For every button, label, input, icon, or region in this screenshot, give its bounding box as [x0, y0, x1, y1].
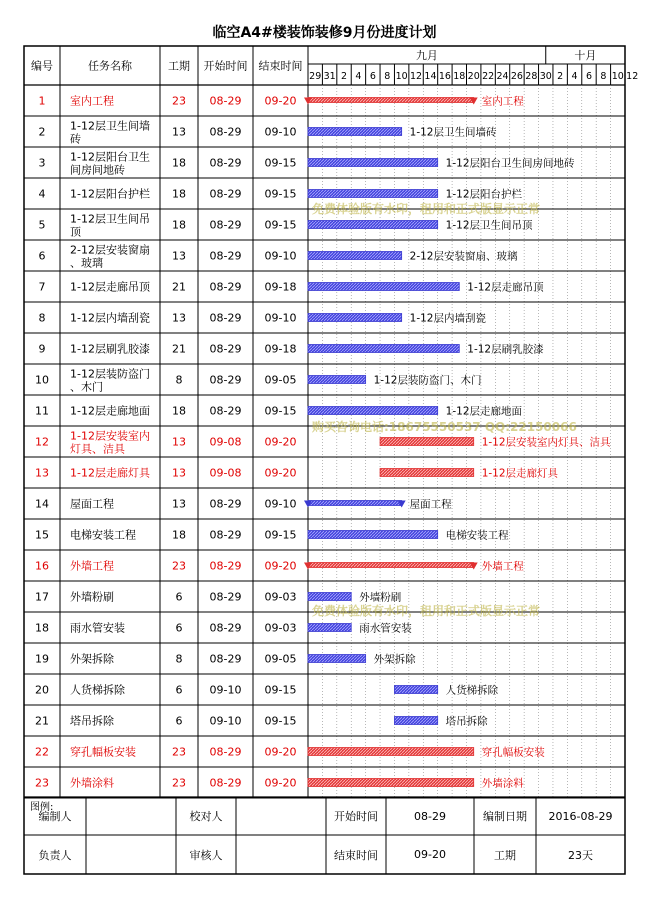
task-num: 9: [38, 342, 46, 356]
task-start: 08-29: [209, 745, 242, 759]
task-name: 塔吊拆除: [70, 714, 114, 728]
day-tick-label: 20: [467, 71, 480, 82]
gantt-bar-label: 1-12层装防盗门、木门: [373, 374, 482, 387]
task-end: 09-20: [264, 776, 297, 790]
gantt-bar-label: 人货梯拆除: [445, 684, 499, 697]
task-name: 穿孔幅板安装: [70, 745, 136, 759]
task-num: 6: [38, 249, 46, 263]
task-duration: 18: [172, 156, 186, 170]
gantt-bar: [380, 438, 474, 446]
task-name: 外墙工程: [70, 559, 114, 573]
gantt-bar: [394, 686, 437, 694]
day-tick-label: 2: [340, 71, 348, 82]
day-tick-label: 30: [539, 71, 552, 82]
task-end: 09-20: [264, 435, 297, 449]
task-name: 外墙粉刷: [70, 590, 114, 604]
gantt-bar: [308, 376, 366, 384]
task-start: 08-29: [209, 528, 242, 542]
task-name: 1-12层卫生间墙: [70, 119, 150, 133]
gantt-bar-label: 屋面工程: [409, 498, 452, 511]
header-duration: 工期: [168, 59, 190, 73]
day-tick-label: 8: [384, 71, 391, 82]
task-start: 08-29: [209, 311, 242, 325]
task-duration: 13: [172, 125, 186, 139]
task-name: 1-12层刷乳胶漆: [70, 342, 150, 356]
gantt-bar: [308, 501, 402, 506]
task-name: 1-12层装防盗门: [70, 367, 150, 381]
task-num: 7: [38, 280, 46, 294]
task-start: 08-29: [209, 187, 242, 201]
task-duration: 13: [172, 466, 186, 480]
gantt-bar: [380, 469, 474, 477]
task-start: 08-29: [209, 249, 242, 263]
gantt-bar-label: 雨水管安装: [359, 622, 412, 635]
start-time-label: 开始时间: [334, 810, 378, 823]
duration-value: 23天: [568, 848, 593, 862]
task-duration: 23: [172, 559, 186, 573]
task-duration: 18: [172, 404, 186, 418]
gantt-bar: [308, 531, 438, 539]
task-name: 室内工程: [70, 94, 114, 108]
task-num: 15: [35, 528, 49, 542]
gantt-bar-label: 1-12层阳台卫生间房间地砖: [445, 157, 575, 170]
task-start: 09-10: [209, 683, 242, 697]
task-num: 23: [35, 776, 49, 790]
task-duration: 6: [175, 590, 183, 604]
task-end: 09-20: [264, 559, 297, 573]
task-end: 09-15: [264, 528, 297, 542]
task-name: 顶: [70, 225, 81, 239]
checker-label: 校对人: [189, 810, 223, 823]
task-num: 19: [35, 652, 49, 666]
task-num: 14: [35, 497, 49, 511]
task-num: 21: [35, 714, 49, 728]
task-start: 09-08: [209, 435, 242, 449]
task-end: 09-10: [264, 497, 297, 511]
month-label-oct: 十月: [574, 49, 597, 62]
task-end: 09-03: [264, 590, 297, 604]
task-start: 08-29: [209, 621, 242, 635]
task-end: 09-18: [264, 280, 297, 294]
task-name: 雨水管安装: [70, 621, 125, 635]
task-start: 08-29: [209, 373, 242, 387]
gantt-bar-label: 室内工程: [481, 95, 524, 108]
task-duration: 13: [172, 311, 186, 325]
task-duration: 23: [172, 776, 186, 790]
task-duration: 13: [172, 435, 186, 449]
gantt-bar-label: 外架拆除: [373, 653, 416, 666]
gantt-bar-label: 1-12层安装室内灯具、洁具: [481, 436, 611, 449]
day-tick-label: 31: [323, 71, 336, 82]
gantt-bar-label: 1-12层走廊地面: [445, 405, 523, 418]
day-tick-label: 10: [395, 71, 408, 82]
task-end: 09-15: [264, 683, 297, 697]
task-name: 、玻璃: [70, 256, 103, 270]
gantt-bar-label: 外墙涂料: [481, 777, 524, 790]
day-tick-label: 6: [369, 71, 376, 82]
task-num: 20: [35, 683, 49, 697]
task-start: 08-29: [209, 590, 242, 604]
header-name: 任务名称: [88, 59, 132, 73]
task-name: 1-12层阳台护栏: [70, 187, 150, 201]
day-tick-label: 29: [309, 71, 322, 82]
task-end: 09-10: [264, 125, 297, 139]
gantt-bar: [308, 159, 438, 167]
task-start: 08-29: [209, 94, 242, 108]
task-num: 10: [35, 373, 49, 387]
watermark-line-2: 购买咨询电话:18675550537 QQ:22150066: [312, 420, 577, 434]
task-name: 2-12层安装窗扇: [70, 243, 150, 257]
task-duration: 6: [175, 714, 183, 728]
duration-label: 工期: [494, 848, 516, 862]
task-start: 08-29: [209, 652, 242, 666]
footer-table: [24, 797, 625, 874]
gantt-bar: [308, 221, 438, 229]
day-tick-label: 12: [626, 71, 639, 82]
task-num: 2: [38, 125, 46, 139]
day-tick-label: 14: [424, 71, 437, 82]
gantt-bar: [308, 128, 402, 136]
gantt-bar: [308, 407, 438, 415]
day-tick-label: 26: [510, 71, 523, 82]
manager-label: 负责人: [38, 848, 72, 862]
header-start: 开始时间: [203, 59, 248, 73]
day-tick-label: 22: [482, 71, 495, 82]
gantt-bar-label: 塔吊拆除: [445, 715, 488, 728]
task-start: 08-29: [209, 342, 242, 356]
end-time-label: 结束时间: [334, 848, 378, 862]
compile-date-value: 2016-08-29: [548, 809, 613, 823]
day-tick-label: 4: [571, 71, 578, 82]
gantt-bar-label: 1-12层卫生间墙砖: [409, 126, 497, 139]
task-num: 1: [38, 94, 46, 108]
task-name: 外架拆除: [70, 652, 114, 666]
end-time-value: 09-20: [414, 848, 446, 861]
task-start: 08-29: [209, 218, 242, 232]
gantt-bar-label: 1-12层走廊灯具: [481, 467, 559, 480]
month-label-sept: 九月: [415, 49, 438, 62]
day-tick-label: 8: [600, 71, 607, 82]
day-tick-label: 10: [611, 71, 624, 82]
task-num: 12: [35, 435, 49, 449]
task-duration: 23: [172, 745, 186, 759]
task-duration: 21: [172, 342, 186, 356]
gantt-bar: [308, 345, 459, 353]
gantt-bar: [308, 593, 351, 601]
task-name: 1-12层阳台卫生: [70, 150, 150, 164]
task-end: 09-20: [264, 745, 297, 759]
start-time-value: 08-29: [414, 809, 446, 823]
gantt-bar: [394, 717, 437, 725]
reviewer-label: 审核人: [189, 848, 223, 862]
task-duration: 23: [172, 94, 186, 108]
day-tick-label: 4: [355, 71, 362, 82]
figure-label: 图例:: [30, 802, 54, 813]
task-name: 砖: [70, 132, 81, 146]
gantt-bar: [308, 314, 402, 322]
task-duration: 8: [175, 652, 183, 666]
task-start: 08-29: [209, 280, 242, 294]
gantt-bar: [308, 624, 351, 632]
page-title: 临空A4#楼装饰装修9月份进度计划: [212, 25, 437, 41]
task-name: 1-12层安装室内: [70, 429, 150, 443]
gantt-bar-label: 1-12层走廊吊顶: [467, 281, 544, 294]
day-tick-label: 6: [585, 71, 593, 82]
day-tick-label: 2: [557, 71, 564, 82]
gantt-bar-label: 2-12层安装窗扇、玻璃: [409, 250, 518, 263]
task-start: 08-29: [209, 776, 242, 790]
gantt-bar: [308, 779, 474, 787]
task-name: 屋面工程: [70, 497, 114, 511]
day-tick-label: 16: [438, 71, 451, 82]
gantt-bar-label: 1-12层刷乳胶漆: [467, 343, 544, 356]
task-duration: 6: [175, 683, 183, 697]
gantt-bar: [308, 98, 474, 103]
gantt-bar-label: 外墙工程: [481, 560, 524, 573]
task-end: 09-10: [264, 311, 297, 325]
task-name: 1-12层走廊地面: [70, 404, 150, 418]
task-name: 人货梯拆除: [70, 683, 125, 697]
task-start: 08-29: [209, 404, 242, 418]
watermark-line-1: 免费体验版有水印，租用和正式版显示正常: [312, 202, 541, 216]
task-name: 1-12层卫生间吊: [70, 212, 150, 226]
task-name: 、木门: [70, 380, 103, 394]
task-start: 08-29: [209, 125, 242, 139]
task-end: 09-05: [264, 373, 297, 387]
task-end: 09-15: [264, 404, 297, 418]
gantt-bar-label: 外墙粉刷: [359, 591, 402, 604]
task-name: 1-12层走廊灯具: [70, 466, 150, 480]
task-end: 09-15: [264, 218, 297, 232]
task-duration: 18: [172, 187, 186, 201]
task-end: 09-20: [264, 94, 297, 108]
task-end: 09-15: [264, 714, 297, 728]
day-tick-label: 12: [410, 71, 423, 82]
task-end: 09-15: [264, 187, 297, 201]
task-end: 09-18: [264, 342, 297, 356]
task-name: 电梯安装工程: [70, 528, 136, 542]
day-tick-label: 24: [496, 71, 509, 82]
task-num: 3: [38, 156, 46, 170]
task-duration: 13: [172, 249, 186, 263]
task-num: 17: [35, 590, 49, 604]
task-num: 4: [38, 187, 46, 201]
gantt-bar-label: 1-12层内墙刮瓷: [409, 312, 487, 325]
task-name: 间房间地砖: [70, 163, 125, 177]
task-start: 08-29: [209, 156, 242, 170]
task-num: 22: [35, 745, 49, 759]
task-end: 09-05: [264, 652, 297, 666]
gantt-bar-label: 穿孔幅板安装: [481, 746, 545, 759]
task-duration: 8: [175, 373, 183, 387]
task-num: 18: [35, 621, 49, 635]
task-end: 09-10: [264, 249, 297, 263]
compile-date-label: 编制日期: [483, 810, 527, 823]
gantt-bar-label: 1-12层卫生间吊顶: [445, 219, 533, 232]
task-duration: 18: [172, 528, 186, 542]
task-num: 11: [35, 404, 49, 418]
task-end: 09-15: [264, 156, 297, 170]
watermark-line-3: 免费体验版有水印，租用和正式版显示正常: [312, 604, 541, 618]
gantt-bar: [308, 190, 438, 198]
gantt-bar: [308, 563, 474, 568]
gantt-bar: [308, 283, 459, 291]
task-name: 外墙涂料: [70, 776, 114, 790]
task-start: 08-29: [209, 497, 242, 511]
task-duration: 6: [175, 621, 183, 635]
task-end: 09-03: [264, 621, 297, 635]
task-end: 09-20: [264, 466, 297, 480]
task-start: 08-29: [209, 559, 242, 573]
task-start: 09-08: [209, 466, 242, 480]
gantt-bar: [308, 252, 402, 260]
day-tick-label: 28: [525, 71, 538, 82]
gantt-bar-label: 1-12层阳台护栏: [445, 188, 523, 201]
header-end: 结束时间: [258, 59, 303, 73]
task-name: 1-12层内墙刮瓷: [70, 311, 150, 325]
task-num: 8: [38, 311, 46, 325]
task-num: 13: [35, 466, 49, 480]
task-duration: 13: [172, 497, 186, 511]
task-name: 灯具、洁具: [70, 442, 125, 456]
task-name: 1-12层走廊吊顶: [70, 280, 150, 294]
task-duration: 18: [172, 218, 186, 232]
gantt-bar-label: 电梯安装工程: [445, 529, 509, 542]
task-duration: 21: [172, 280, 186, 294]
day-tick-label: 18: [453, 71, 466, 82]
task-start: 09-10: [209, 714, 242, 728]
task-num: 16: [35, 559, 49, 573]
gantt-bar: [308, 655, 366, 663]
header-num: 编号: [31, 59, 53, 73]
task-num: 5: [38, 218, 46, 232]
compiler-label: 编制人: [38, 810, 72, 823]
gantt-bar: [308, 748, 474, 756]
